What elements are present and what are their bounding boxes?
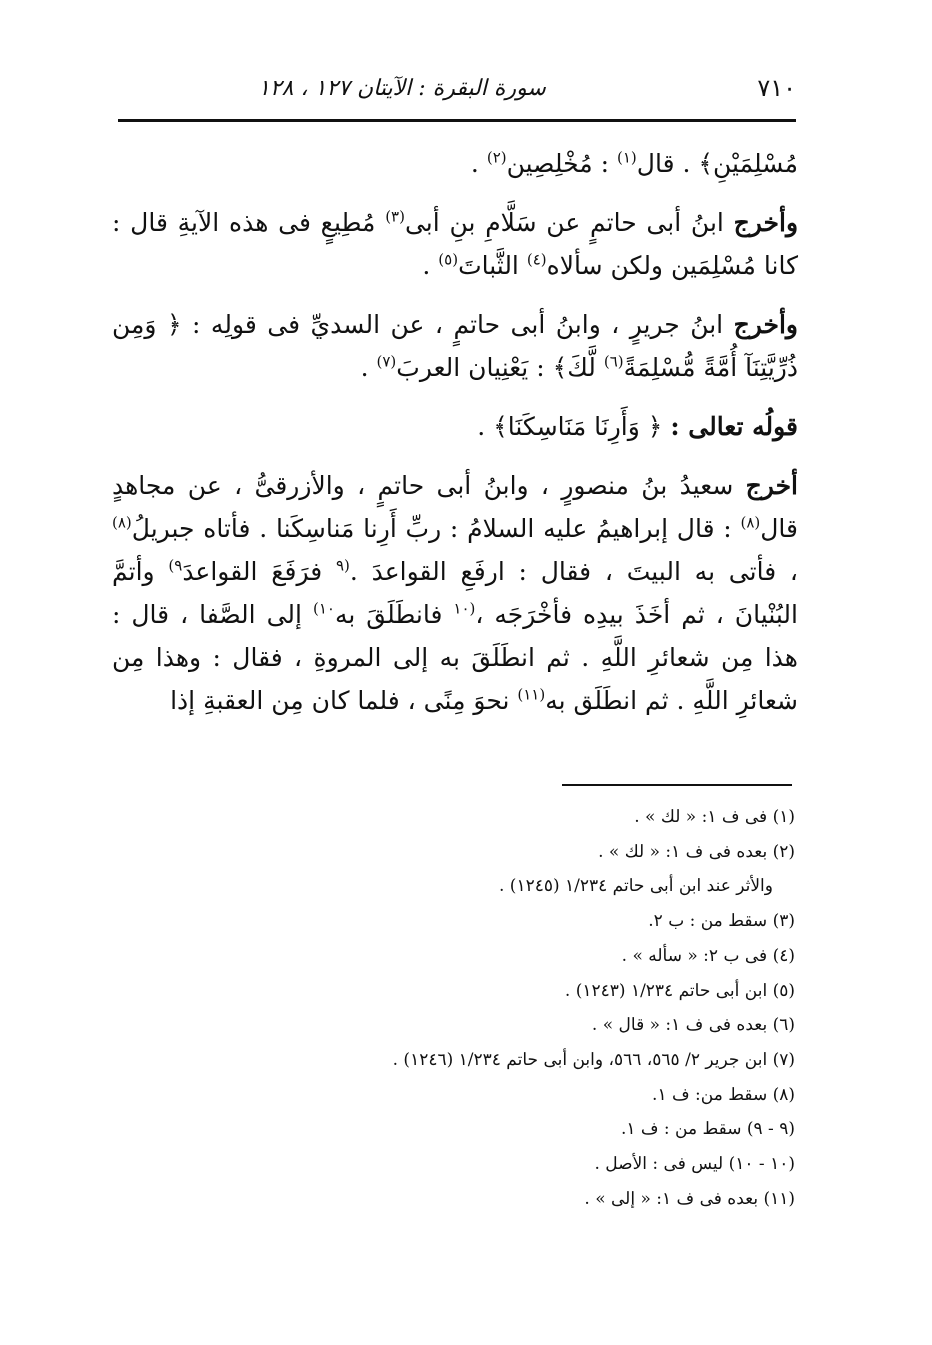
footnote-2-source: والأثر عند ابن أبى حاتم ١/٢٣٤ (١٢٤٥) . — [498, 876, 773, 897]
footnote-11: (١١) بعده فى ف ١: « إلى » . — [584, 1188, 795, 1209]
footnote-7: (٧) ابن جرير ٢/ ٥٦٥، ٥٦٦، وابن أبى حاتم ١/٢٣٤ (١٢٤٦) . — [392, 1049, 795, 1070]
footnote-6: (٦) بعده فى ف ١: « قال » . — [591, 1015, 795, 1036]
paragraph-4: أخرج سعيدُ بنُ منصورٍ ، وابنُ أبى حاتمٍ ، والأزرقىُّ ، عن مجاهدٍ قال$^{(٨)}$ : قال إبراهيمُ عليه السلامُ : ربِّ أَرِنا مَناسِكَنا . فأتاه جبريلُ$^{(٨)}$ ، فأتى به البيتَ ، فقال : ارفَعِ القواعدَ .$^{(٩}$ فرَفَعَ القواعدَ$^{٩)}$ وأتمَّ البُنْيانَ ، ثم أخَذَ بيدِه فأخْرَجَه ،$^{(١٠}$ فانطَلَقَ به$^{١٠)}$ إلى الصَّفا ، قال : هذا مِن شعائرِ اللَّهِ . ثم انطَلَقَ به إلى المروةِ ، فقال : وهذا مِن شعائرِ اللَّهِ . ثم انطَلَق به$^{(١١)}$ نحوَ مِنًى ، فلما كان مِن العقبةِ إذا — [112, 471, 799, 715]
footnote-8: (٨) سقط من: ف ١. — [652, 1084, 795, 1105]
footnote-4: (٤) فى ب ٢: « سأله » . — [621, 945, 795, 966]
footnote-ref: ١٠) — [312, 599, 335, 618]
header-rule — [118, 119, 796, 122]
footnote-ref: (١١) — [517, 685, 546, 704]
footnote-3: (٣) سقط من : ب ٢. — [648, 911, 795, 932]
footnote-ref: (٩ — [335, 556, 350, 575]
footnote-separator — [562, 784, 792, 786]
running-title: سورة البقرة : الآيتان ١٢٧ ، ١٢٨ — [258, 75, 546, 101]
footnote-ref: ٩) — [168, 556, 183, 575]
footnote-ref: (٨) — [112, 513, 132, 532]
paragraph-2: وأخرج ابنُ أبى حاتمٍ عن سَلَّامِ بنِ أبى$^{(٣)}$ مُطِيعٍ فى هذه الآيةِ قال : كانا مُسْلِمَين ولكن سألاه$^{(٤)}$ الثَّباتَ$^{(٥)}$ . — [112, 207, 799, 280]
footnote-ref: (١٠ — [453, 599, 476, 618]
footnote-ref: (٤) — [526, 250, 547, 269]
footnote-ref: (٣) — [385, 207, 405, 226]
footnote-1: (١) فى ف ١: « لك » . — [634, 807, 795, 827]
main-text — [112, 142, 798, 738]
paragraph-1: مُسْلِمَيْنِ﴾ . قال$^{(١)}$ : مُخْلِصِين$^{(٢)}$ . — [470, 148, 798, 178]
footnote-ref: (٨) — [740, 513, 761, 532]
footnotes — [200, 800, 795, 1216]
footnote-ref: (٦) — [603, 352, 624, 371]
footnote-ref: (٢) — [486, 148, 507, 167]
paragraph-3: وأخرج ابنُ جريرٍ ، وابنُ أبى حاتمٍ ، عن السديِّ فى قولِه : ﴿ وَمِن ذُرِّيَّتِنَآ أُمَّةً مُّسْلِمَةً$^{(٦)}$ لَّكَ﴾ : يَعْنِيان العربَ$^{(٧)}$ . — [112, 310, 798, 382]
verse-heading: قولُه تعالى : ﴿ وَأَرِنَا مَنَاسِكَنَا﴾ . — [477, 412, 798, 441]
footnote-ref: (١) — [617, 148, 637, 167]
footnote-10: (١٠ - ١٠) ليس فى : الأصل . — [594, 1154, 795, 1175]
footnote-5: (٥) ابن أبى حاتم ١/٢٣٤ (١٢٤٣) . — [564, 980, 795, 1001]
footnote-ref: (٧) — [376, 352, 397, 371]
footnote-ref: (٥) — [438, 250, 459, 269]
footnote-9: (٩ - ٩) سقط من : ف ١. — [620, 1119, 795, 1140]
page-header — [118, 66, 796, 110]
footnote-2: (٢) بعده فى ف ١: « لك » . — [598, 841, 795, 862]
page-number: ٧١٠ — [757, 74, 796, 102]
